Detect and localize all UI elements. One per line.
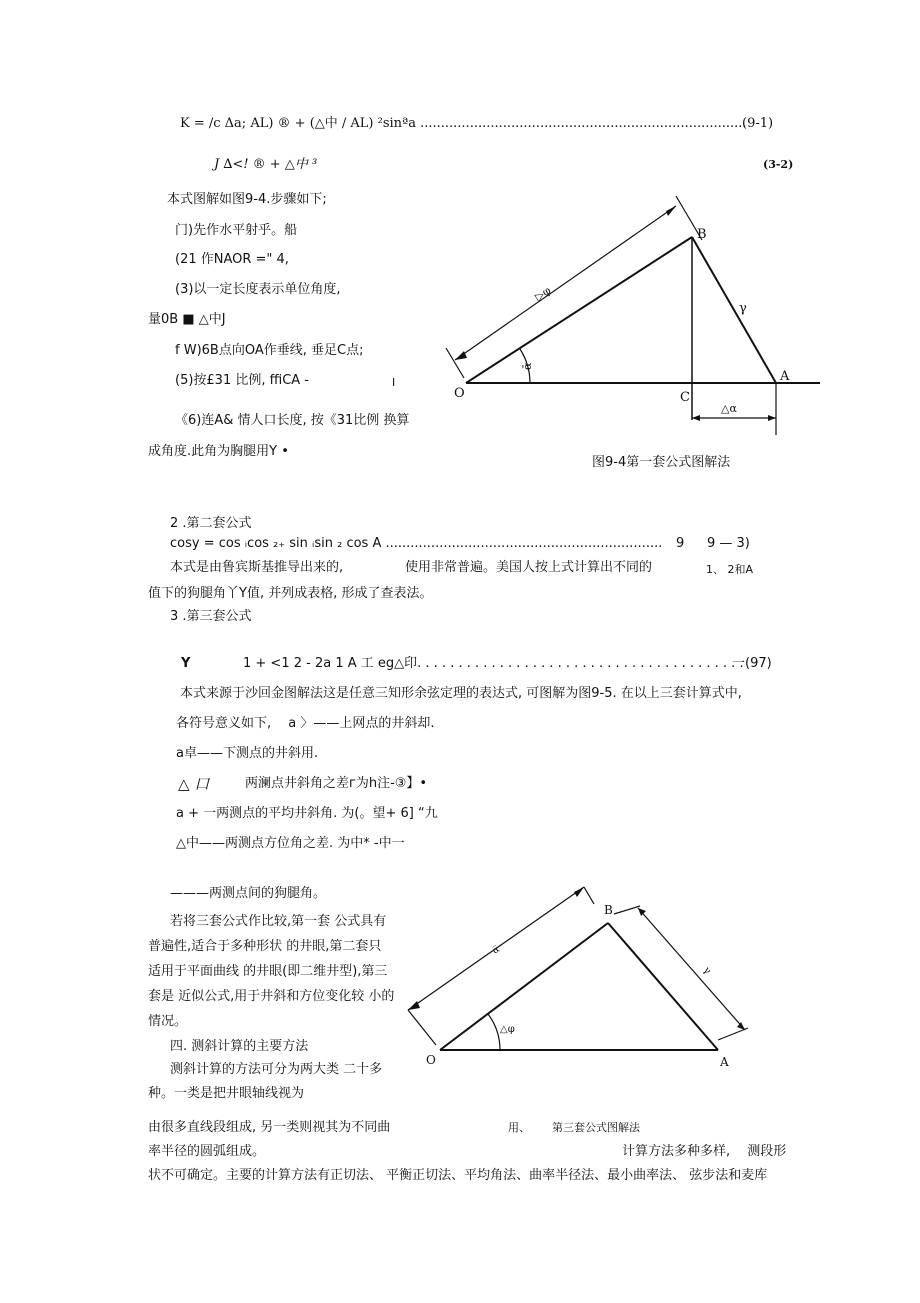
label-b: B [697,227,707,242]
section2-paragraph-1: 本式是由鲁宾斯基推导出来的, [170,560,344,575]
formula-9-1-number: (9-1) [742,116,774,131]
comparison-line-2: 普遍性,适合于多种形状 的井眼,第二套只 [148,939,382,954]
label-a: A [780,369,790,384]
formula-3-2: J ∆<! ® + △中 ³ [214,157,318,172]
formula-9-1: K = /c Δa; AL) ® + (△中 / AL) ²sinªa ............................................................................... [180,116,747,131]
formula-9-7-symbol: Y [181,656,191,671]
figure-9-5 [400,880,780,1100]
definition-delta-phi: △中——两测点方位角之差. 为中* -中一 [176,836,405,851]
step-5: (5)按£31 比例, ffiCA - [175,373,309,388]
line-ob [466,237,692,383]
line-ob [440,923,608,1050]
step-6: 《6)连A& 情人口长度, 按《31比例 换算 [175,413,410,428]
stray-mark: I [392,376,396,389]
line-ba [692,237,776,383]
figure-9-4-caption: 图9-4第一套公式图解法 [592,455,731,470]
comparison-line-4: 套是 近似公式,用于井斜和方位变化较 小的 [148,989,395,1004]
arrow-gamma-a [737,1022,745,1030]
formula-9-3-number-b: 9 — 3) [707,536,750,551]
section2-paragraph-1b: 使用非常普遍。美国人按上式计算出不同的 [405,560,653,575]
step-1: 门)先作水平射乎。船 [175,223,298,238]
section4-paragraph-1: 测斜计算的方法可分为两大类 二十多 [170,1062,383,1077]
definition-alpha-lower: a卓——下测点的井斜用. [176,746,319,761]
label-delta-a: △α [721,402,737,415]
comparison-line-3: 适用于平面曲线 的井眼(即二维井型),第三 [148,964,388,979]
section3-paragraph-1: 本式来源于沙回金图解法这是任意三知形余弦定理的表达式, 可图解为图9-5. 在以上三套计算式中, [180,686,742,701]
figure-9-4 [440,190,840,450]
section4-paragraph-4b: 计算方法多种多样, 测段形 [622,1144,787,1159]
definition-delta-symbol: △ 口 [178,775,210,793]
dimension-line-gamma [638,908,745,1030]
label-alpha: ᾱ [521,362,534,370]
figure-9-5-caption: 第三套公式图解法 [552,1121,640,1134]
dimension-line-phi [455,206,676,360]
figure-9-5-caption-prefix: 用、 [508,1121,530,1134]
comparison-line-5: 情况。 [148,1014,188,1029]
section2-paragraph-2: 值下的狗腿角丫Y值, 并列成表格, 形成了查表法。 [148,586,433,601]
label-side: α̅ [490,944,502,957]
section2-heading: 2 .第二套公式 [170,516,252,531]
arrow-gamma-b [638,908,646,916]
label-phi: △φ [500,1024,515,1035]
label-o: O [426,1053,436,1067]
section4-paragraph-3: 由很多直线段组成, 另一类则视其为不同曲 [148,1120,391,1135]
label-o: O [454,386,465,401]
definition-gamma: ———两测点间的狗腿角。 [170,886,327,901]
label-gamma: γ [700,964,713,977]
line-ba [608,923,718,1050]
arrow-upper-b [574,887,584,897]
label-c: C [680,390,690,405]
step-2: (21 作NAOR =" 4, [175,252,289,267]
section4-paragraph-5: 状不可确定。主要的计算方法有正切法、 平衡正切法、平均角法、曲率半径法、最小曲率法、 弦步法和麦库 [148,1168,768,1183]
label-phi: ▷φ [532,283,554,304]
section4-heading: 四. 测斜计算的主要方法 [170,1039,309,1054]
dimension-tick-upper-b [584,887,594,904]
dimension-tick-gamma-b [614,906,640,914]
formula-9-7: 1 + <1 2 - 2a 1 A 工 eg△印. . . . . . . . . . . . . . . . . . . . . . . . . . . . . . . . . . . . . . . . [243,656,744,671]
arrow-delta-right [768,415,776,421]
section1-intro: 本式图解如图9-4.步骤如下; [167,192,327,207]
section4-paragraph-4: 率半径的圆弧组成。 [148,1144,266,1159]
dimension-tick-gamma-a [718,1028,748,1040]
dimension-tick-upper-o [408,1010,436,1045]
formula-9-7-number: 一(97) [732,656,772,671]
formula-3-2-number: (3-2) [763,158,794,171]
step-6-cont: 成角度.此角为胸腿用Y • [148,444,289,459]
comparison-line-1: 若将三套公式作比较,第一套 公式具有 [170,914,387,929]
section4-paragraph-2: 种。一类是把井眼轴线视为 [148,1086,305,1101]
step-3-cont: 量0B ■ △中J [148,312,226,327]
step-4: f W)6B点向OA作垂线, 垂足C点; [175,343,364,358]
arrow-delta-left [692,415,700,421]
label-gamma: γ [739,301,747,316]
label-a: A [720,1055,729,1069]
formula-9-3: cosy = cos ᵢcos ₂₊ sin ᵢsin ₂ cos A ................................................................... [170,536,663,551]
section3-heading: 3 .第三套公式 [170,609,252,624]
section3-paragraph-2: 各符号意义如下, a 〉——上网点的井斜却. [176,716,435,731]
definition-alpha-mean: a + 一两测点的平均井斜角. 为(。望+ 6] “九 [176,806,438,821]
arrow-b [666,206,676,216]
angle-arc [488,1014,500,1050]
section2-paragraph-1c: 1、 2和A [706,563,754,576]
label-b: B [604,903,613,917]
step-3: (3)以一定长度表示单位角度, [175,282,341,297]
dimension-tick-o [446,348,464,378]
formula-9-3-number-a: 9 [676,536,685,551]
definition-delta-alpha: 两澜点井斜角之差г为h注-③】• [245,776,428,791]
